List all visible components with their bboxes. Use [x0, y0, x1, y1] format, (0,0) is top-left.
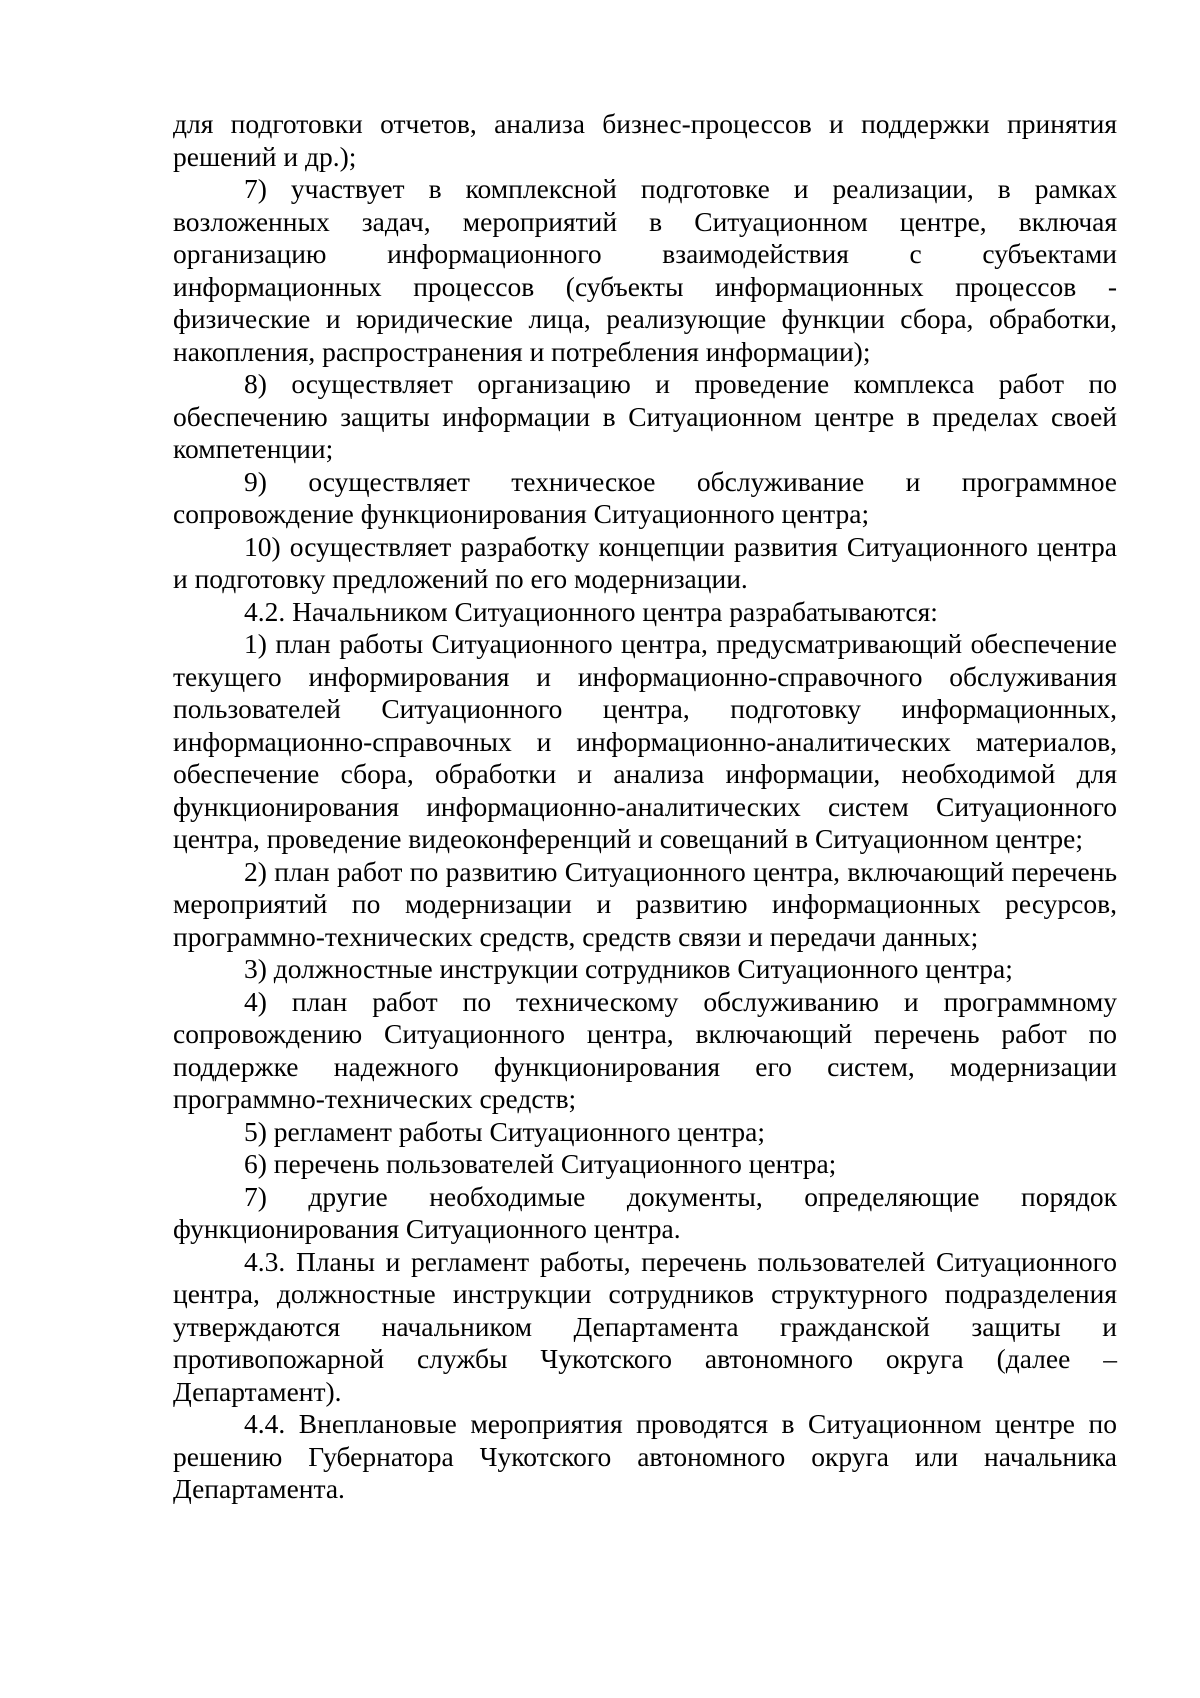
paragraph-plan-item-4: 4) план работ по техническому обслуживанию и программному сопровождению Ситуационного центра, включающий перечень работ по поддержке надежного функционирования его систем, модернизации программно-технических средств;	[173, 985, 1117, 1114]
paragraph-item-8: 8) осуществляет организацию и проведение комплекса работ по обеспечению защиты информации в Ситуационном центре в пределах своей компетенции;	[173, 368, 1117, 464]
paragraph-plan-item-6: 6) перечень пользователей Ситуационного центра;	[244, 1148, 837, 1179]
paragraph-plan-item-2: 2) план работ по развитию Ситуационного центра, включающий перечень мероприятий по модернизации и развитию информационных ресурсов, программно-технических средств, средств связи и передачи данных;	[173, 855, 1117, 952]
document-page	[173, 108, 1117, 1506]
paragraph-plan-item-1: 1) план работы Ситуационного центра, предусматривающий обеспечение текущего информирования и информационно-справочного обслуживания пользователей Ситуационного центра, подготовку информационных, информационно-справочных и информационно-аналитических материалов, обеспечение сбора, обработки и анализа информации, необходимой для функционирования информационно-аналитических систем Ситуационного центра, проведение видеоконференций и совещаний в Ситуационном центре;	[173, 628, 1117, 854]
paragraph-item-7: 7) участвует в комплексной подготовке и реализации, в рамках возложенных задач, мероприятий в Ситуационном центре, включая организацию информационного взаимодействия с субъектами информационных процессов (субъекты информационных процессов - физические и юридические лица, реализующие функции сбора, обработки, накопления, распространения и потребления информации);	[173, 173, 1117, 367]
paragraph-continuation: для подготовки отчетов, анализа бизнес-процессов и поддержки принятия решений и др.);	[173, 108, 1117, 172]
paragraph-plan-item-3: 3) должностные инструкции сотрудников Ситуационного центра;	[244, 953, 1013, 984]
paragraph-item-10: 10) осуществляет разработку концепции развития Ситуационного центра и подготовку предложений по его модернизации.	[173, 530, 1117, 594]
paragraph-plan-item-7: 7) другие необходимые документы, определяющие порядок функционирования Ситуационного центра.	[173, 1180, 1117, 1244]
paragraph-item-9: 9) осуществляет техническое обслуживание и программное сопровождение функционирования Ситуационного центра;	[173, 465, 1117, 529]
paragraph-plan-item-5: 5) регламент работы Ситуационного центра;	[244, 1115, 765, 1147]
paragraph-section-4-2: 4.2. Начальником Ситуационного центра разрабатываются:	[244, 595, 938, 627]
paragraph-section-4-3: 4.3. Планы и регламент работы, перечень пользователей Ситуационного центра, должностные инструкции сотрудников структурного подразделения утверждаются начальником Департамента гражданской защиты и противопожарной службы Чукотского автономного округа (далее – Департамент).	[173, 1245, 1117, 1407]
paragraph-section-4-4: 4.4. Внеплановые мероприятия проводятся в Ситуационном центре по решению Губернатора Чукотского автономного округа или начальника Департамента.	[173, 1408, 1117, 1504]
